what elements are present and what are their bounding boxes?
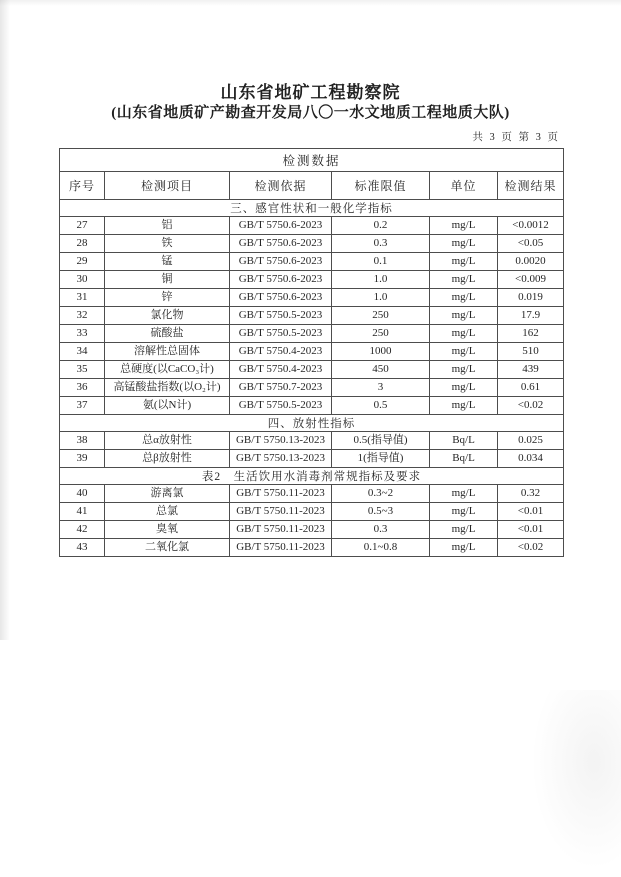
table-row <box>60 343 564 361</box>
cell-limit: 1(指导值) <box>332 450 430 468</box>
cell-item: 二氧化氯 <box>105 539 230 557</box>
cell-unit: mg/L <box>430 379 498 397</box>
cell-item: 氨(以N计) <box>105 397 230 415</box>
table-row <box>60 379 564 397</box>
cell-limit: 450 <box>332 361 430 379</box>
cell-limit: 1.0 <box>332 289 430 307</box>
table-row <box>60 325 564 343</box>
cell-seq: 30 <box>60 271 105 289</box>
table-row <box>60 485 564 503</box>
cell-seq: 32 <box>60 307 105 325</box>
column-header-unit: 单位 <box>430 172 498 200</box>
cell-item: 铝 <box>105 217 230 235</box>
cell-seq: 39 <box>60 450 105 468</box>
section-label: 三、感官性状和一般化学指标 <box>60 200 564 217</box>
cell-item: 游离氯 <box>105 485 230 503</box>
section-row <box>60 415 564 432</box>
cell-result: <0.0012 <box>498 217 564 235</box>
cell-unit: mg/L <box>430 361 498 379</box>
cell-limit: 0.3~2 <box>332 485 430 503</box>
cell-unit: mg/L <box>430 235 498 253</box>
cell-item: 锌 <box>105 289 230 307</box>
cell-result: 17.9 <box>498 307 564 325</box>
cell-seq: 37 <box>60 397 105 415</box>
table-row <box>60 432 564 450</box>
table-row <box>60 271 564 289</box>
cell-unit: mg/L <box>430 307 498 325</box>
table-row <box>60 289 564 307</box>
column-header-item: 检测项目 <box>105 172 230 200</box>
cell-item: 总氯 <box>105 503 230 521</box>
column-header-method: 检测依据 <box>230 172 332 200</box>
cell-method: GB/T 5750.5-2023 <box>230 397 332 415</box>
scan-smudge <box>531 690 621 870</box>
cell-method: GB/T 5750.5-2023 <box>230 325 332 343</box>
cell-limit: 0.3 <box>332 521 430 539</box>
cell-limit: 250 <box>332 325 430 343</box>
cell-unit: mg/L <box>430 217 498 235</box>
cell-result: 0.32 <box>498 485 564 503</box>
cell-method: GB/T 5750.4-2023 <box>230 343 332 361</box>
cell-seq: 33 <box>60 325 105 343</box>
cell-seq: 36 <box>60 379 105 397</box>
table-row <box>60 235 564 253</box>
table-row <box>60 539 564 557</box>
cell-unit: Bq/L <box>430 432 498 450</box>
cell-result: 439 <box>498 361 564 379</box>
cell-limit: 1.0 <box>332 271 430 289</box>
cell-item: 氯化物 <box>105 307 230 325</box>
table-caption: 检测数据 <box>60 149 564 172</box>
cell-seq: 27 <box>60 217 105 235</box>
cell-seq: 35 <box>60 361 105 379</box>
cell-limit: 0.5~3 <box>332 503 430 521</box>
cell-result: <0.01 <box>498 503 564 521</box>
cell-limit: 0.1 <box>332 253 430 271</box>
cell-method: GB/T 5750.11-2023 <box>230 521 332 539</box>
cell-item: 铜 <box>105 271 230 289</box>
table-row <box>60 503 564 521</box>
cell-item: 臭氧 <box>105 521 230 539</box>
cell-item: 锰 <box>105 253 230 271</box>
cell-unit: mg/L <box>430 485 498 503</box>
cell-method: GB/T 5750.7-2023 <box>230 379 332 397</box>
table-row <box>60 217 564 235</box>
section-label: 表2 生活饮用水消毒剂常规指标及要求 <box>60 468 564 485</box>
cell-limit: 0.5 <box>332 397 430 415</box>
cell-result: <0.05 <box>498 235 564 253</box>
cell-method: GB/T 5750.6-2023 <box>230 253 332 271</box>
cell-item: 溶解性总固体 <box>105 343 230 361</box>
cell-unit: mg/L <box>430 325 498 343</box>
column-header-seq: 序号 <box>60 172 105 200</box>
cell-seq: 38 <box>60 432 105 450</box>
cell-method: GB/T 5750.6-2023 <box>230 217 332 235</box>
cell-seq: 43 <box>60 539 105 557</box>
cell-seq: 29 <box>60 253 105 271</box>
cell-limit: 0.5(指导值) <box>332 432 430 450</box>
cell-method: GB/T 5750.4-2023 <box>230 361 332 379</box>
cell-unit: mg/L <box>430 253 498 271</box>
cell-unit: mg/L <box>430 271 498 289</box>
section-row <box>60 200 564 217</box>
cell-seq: 34 <box>60 343 105 361</box>
column-header-limit: 标准限值 <box>332 172 430 200</box>
cell-item: 总β放射性 <box>105 450 230 468</box>
scan-edge-shadow <box>0 0 10 640</box>
page-number-info: 共 3 页 第 3 页 <box>472 132 560 143</box>
cell-unit: mg/L <box>430 289 498 307</box>
cell-result: 0.019 <box>498 289 564 307</box>
cell-result: 0.025 <box>498 432 564 450</box>
cell-seq: 31 <box>60 289 105 307</box>
cell-seq: 40 <box>60 485 105 503</box>
cell-limit: 3 <box>332 379 430 397</box>
cell-method: GB/T 5750.5-2023 <box>230 307 332 325</box>
cell-result: 162 <box>498 325 564 343</box>
cell-unit: mg/L <box>430 539 498 557</box>
cell-method: GB/T 5750.6-2023 <box>230 271 332 289</box>
cell-limit: 0.2 <box>332 217 430 235</box>
section-row <box>60 468 564 485</box>
cell-method: GB/T 5750.13-2023 <box>230 432 332 450</box>
cell-seq: 42 <box>60 521 105 539</box>
cell-item: 硫酸盐 <box>105 325 230 343</box>
cell-method: GB/T 5750.11-2023 <box>230 503 332 521</box>
cell-item: 总硬度(以CaCO₃计) <box>105 361 230 379</box>
table-caption-row <box>60 149 564 172</box>
cell-result: 0.61 <box>498 379 564 397</box>
section-label: 四、放射性指标 <box>60 415 564 432</box>
cell-limit: 1000 <box>332 343 430 361</box>
table-row <box>60 397 564 415</box>
test-results-table <box>59 148 564 557</box>
table-body <box>60 200 564 557</box>
column-header-result: 检测结果 <box>498 172 564 200</box>
table-row <box>60 361 564 379</box>
cell-result: <0.02 <box>498 539 564 557</box>
cell-unit: Bq/L <box>430 450 498 468</box>
cell-result: 0.034 <box>498 450 564 468</box>
cell-method: GB/T 5750.13-2023 <box>230 450 332 468</box>
cell-method: GB/T 5750.6-2023 <box>230 235 332 253</box>
cell-unit: mg/L <box>430 397 498 415</box>
cell-method: GB/T 5750.11-2023 <box>230 485 332 503</box>
table-row <box>60 307 564 325</box>
cell-result: 510 <box>498 343 564 361</box>
scan-top-shadow <box>0 0 621 6</box>
cell-item: 铁 <box>105 235 230 253</box>
cell-seq: 41 <box>60 503 105 521</box>
cell-item: 总α放射性 <box>105 432 230 450</box>
cell-result: <0.02 <box>498 397 564 415</box>
cell-result: <0.009 <box>498 271 564 289</box>
cell-limit: 0.3 <box>332 235 430 253</box>
table-row <box>60 450 564 468</box>
cell-seq: 28 <box>60 235 105 253</box>
table-header-row <box>60 172 564 200</box>
cell-unit: mg/L <box>430 503 498 521</box>
cell-unit: mg/L <box>430 521 498 539</box>
cell-method: GB/T 5750.11-2023 <box>230 539 332 557</box>
page-title: 山东省地矿工程勘察院 <box>220 83 401 102</box>
cell-item: 高锰酸盐指数(以O₂计) <box>105 379 230 397</box>
cell-result: 0.0020 <box>498 253 564 271</box>
page-subtitle: (山东省地质矿产勘查开发局八〇一水文地质工程地质大队) <box>111 105 510 121</box>
cell-limit: 0.1~0.8 <box>332 539 430 557</box>
cell-limit: 250 <box>332 307 430 325</box>
cell-unit: mg/L <box>430 343 498 361</box>
cell-method: GB/T 5750.6-2023 <box>230 289 332 307</box>
cell-result: <0.01 <box>498 521 564 539</box>
table-row <box>60 521 564 539</box>
table-row <box>60 253 564 271</box>
